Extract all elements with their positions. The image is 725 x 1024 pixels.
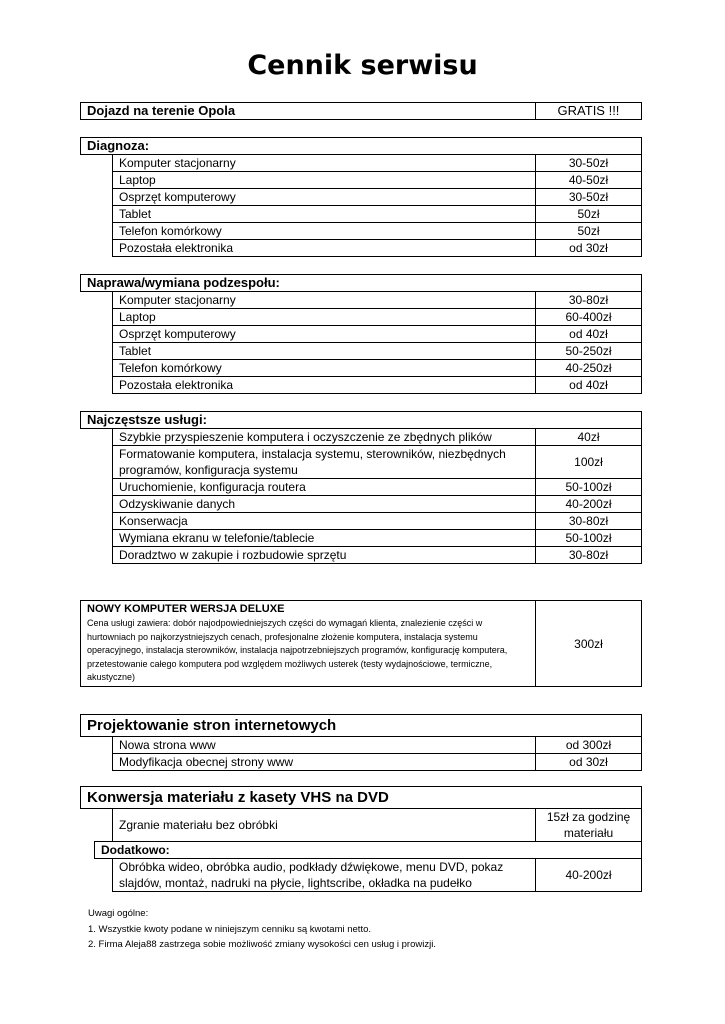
deluxe-title: NOWY KOMPUTER WERSJA DELUXE: [87, 603, 285, 615]
item-label: Formatowanie komputera, instalacja systemu, sterowników, niezbędnych programów, konfiguracja systemu: [113, 446, 536, 479]
item-price: 50-250zł: [536, 343, 642, 360]
item-label: Telefon komórkowy: [113, 223, 536, 240]
table-row: [81, 737, 642, 754]
general-notes: [88, 906, 436, 953]
item-label: Tablet: [113, 206, 536, 223]
section-header: Konwersja materiału z kasety VHS na DVD: [81, 787, 642, 809]
section-header-row: [81, 138, 642, 155]
table-row: [81, 377, 642, 394]
table-row: [81, 343, 642, 360]
page-title: Cennik serwisu: [247, 50, 478, 81]
notes-header: Uwagi ogólne:: [88, 908, 149, 919]
table-row: [81, 189, 642, 206]
item-label: Obróbka wideo, obróbka audio, podkłady dźwiękowe, menu DVD, pokaz slajdów, montaż, nadruki na płycie, lightscribe, okładka na pudełko: [113, 859, 536, 892]
table-row: [81, 326, 642, 343]
table-row: [81, 103, 642, 120]
item-label: Uruchomienie, konfiguracja routera: [113, 479, 536, 496]
item-price: 50zł: [536, 206, 642, 223]
note-item: 1. Wszystkie kwoty podane w niniejszym cenniku są kwotami netto.: [88, 923, 372, 935]
www-table: [80, 714, 642, 771]
table-row: [81, 446, 642, 479]
subsection-header: Dodatkowo:: [95, 842, 642, 859]
table-row: [81, 754, 642, 771]
item-price: 30-80zł: [536, 513, 642, 530]
item-price: 100zł: [536, 446, 642, 479]
item-label: Osprzęt komputerowy: [113, 326, 536, 343]
item-price: od 40zł: [536, 377, 642, 394]
item-price: 60-400zł: [536, 309, 642, 326]
item-label: Szybkie przyspieszenie komputera i oczyszczenie ze zbędnych plików: [113, 429, 536, 446]
item-label: Odzyskiwanie danych: [113, 496, 536, 513]
item-label: Laptop: [113, 172, 536, 189]
item-label: Komputer stacjonarny: [113, 292, 536, 309]
table-row: [81, 547, 642, 564]
table-row: [81, 172, 642, 189]
item-label: Zgranie materiału bez obróbki: [113, 809, 536, 842]
table-row: [81, 206, 642, 223]
table-row: [81, 496, 642, 513]
table-row: [81, 309, 642, 326]
table-row: [81, 530, 642, 547]
table-row: [81, 601, 642, 687]
item-price: 30-50zł: [536, 155, 642, 172]
item-label: Wymiana ekranu w telefonie/tablecie: [113, 530, 536, 547]
subsection-header-row: [81, 842, 642, 859]
section-header-row: [81, 787, 642, 809]
deluxe-description: Cena usługi zawiera: dobór najodpowiedniejszych części do wymagań klienta, znalezienie części w hurtowniach po najkorzystniejszych cenach, profesjonalne złożenie komputera, instalacja systemu operacyjnego, instalacja sterowników, instalacja najpotrzebniejszych programów, konfigurację komputera, przetestowanie całego komputera pod względem możliwych usterek (testy wydajnościowe, termiczne, akustyczne): [87, 618, 508, 682]
item-price: 30-80zł: [536, 292, 642, 309]
section-header: Najczęstsze usługi:: [81, 412, 642, 429]
item-price: 40zł: [536, 429, 642, 446]
note-item: 2. Firma Aleja88 zastrzega sobie możliwość zmiany wysokości cen usług i prowizji.: [88, 939, 436, 950]
item-label: Nowa strona www: [113, 737, 536, 754]
item-label: Modyfikacja obecnej strony www: [113, 754, 536, 771]
section-header-row: [81, 715, 642, 737]
item-price: od 40zł: [536, 326, 642, 343]
vhs-table: [80, 786, 642, 892]
table-row: [81, 479, 642, 496]
item-label: Komputer stacjonarny: [113, 155, 536, 172]
item-price: od 300zł: [536, 737, 642, 754]
item-label: Pozostała elektronika: [113, 377, 536, 394]
section-header-row: [81, 412, 642, 429]
item-label: Konserwacja: [113, 513, 536, 530]
deluxe-table: [80, 600, 642, 687]
section-header: Diagnoza:: [81, 138, 642, 155]
table-row: [81, 429, 642, 446]
item-price: 50zł: [536, 223, 642, 240]
table-row: [81, 292, 642, 309]
travel-label: Dojazd na terenie Opola: [81, 103, 536, 120]
uslugi-table: [80, 411, 642, 564]
item-price: 30-80zł: [536, 547, 642, 564]
item-price: od 30zł: [536, 754, 642, 771]
item-price: 50-100zł: [536, 530, 642, 547]
section-header: Projektowanie stron internetowych: [81, 715, 642, 737]
item-price: 40-200zł: [536, 859, 642, 892]
item-label: Telefon komórkowy: [113, 360, 536, 377]
item-price: 15zł za godzinę materiału: [536, 809, 642, 842]
item-label: Doradztwo w zakupie i rozbudowie sprzętu: [113, 547, 536, 564]
item-price: 40-200zł: [536, 496, 642, 513]
table-row: [81, 240, 642, 257]
item-price: 50-100zł: [536, 479, 642, 496]
table-row: [81, 859, 642, 892]
table-row: [81, 360, 642, 377]
item-price: 40-50zł: [536, 172, 642, 189]
table-row: [81, 223, 642, 240]
section-header-row: [81, 275, 642, 292]
deluxe-price: 300zł: [536, 601, 642, 687]
item-label: Pozostała elektronika: [113, 240, 536, 257]
item-price: 30-50zł: [536, 189, 642, 206]
item-label: Tablet: [113, 343, 536, 360]
travel-table: [80, 102, 642, 120]
diagnoza-table: [80, 137, 642, 257]
table-row: [81, 513, 642, 530]
item-label: Laptop: [113, 309, 536, 326]
naprawa-table: [80, 274, 642, 394]
table-row: [81, 155, 642, 172]
item-price: od 30zł: [536, 240, 642, 257]
deluxe-cell: [81, 601, 536, 687]
section-header: Naprawa/wymiana podzespołu:: [81, 275, 642, 292]
travel-price: GRATIS !!!: [536, 103, 642, 120]
table-row: [81, 809, 642, 842]
item-price: 40-250zł: [536, 360, 642, 377]
item-label: Osprzęt komputerowy: [113, 189, 536, 206]
